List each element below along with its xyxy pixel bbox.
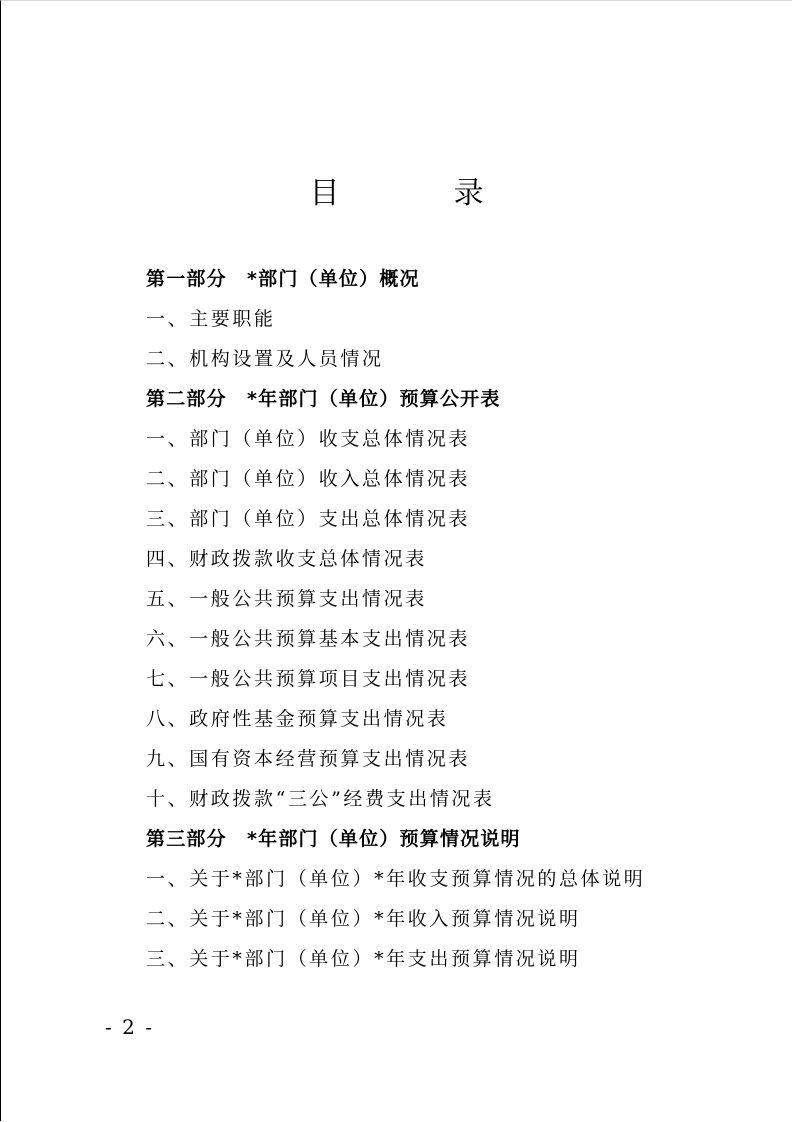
- toc-part-heading: 第一部分 *部门（单位）概况: [146, 268, 420, 290]
- toc-item: 七、一般公共预算项目支出情况表: [146, 668, 471, 690]
- toc-item: 九、国有资本经营预算支出情况表: [146, 748, 471, 770]
- toc-item: 六、一般公共预算基本支出情况表: [146, 628, 471, 650]
- document-title: 目 录: [309, 176, 526, 211]
- table-of-contents: [146, 259, 706, 979]
- toc-item: 十、财政拨款“三公”经费支出情况表: [146, 788, 495, 810]
- toc-item: 三、部门（单位）支出总体情况表: [146, 508, 471, 530]
- toc-item: 三、关于*部门（单位）*年支出预算情况说明: [146, 948, 581, 970]
- toc-item: 二、机构设置及人员情况: [146, 348, 384, 370]
- toc-part-heading: 第三部分 *年部门（单位）预算情况说明: [146, 828, 521, 850]
- toc-item: 五、一般公共预算支出情况表: [146, 588, 427, 610]
- toc-item: 二、部门（单位）收入总体情况表: [146, 468, 471, 490]
- toc-item: 二、关于*部门（单位）*年收入预算情况说明: [146, 908, 581, 930]
- page-number: - 2 -: [105, 1015, 154, 1039]
- toc-part-heading: 第二部分 *年部门（单位）预算公开表: [146, 388, 501, 410]
- toc-item: 四、财政拨款收支总体情况表: [146, 548, 427, 570]
- toc-item: 八、政府性基金预算支出情况表: [146, 708, 449, 730]
- toc-item: 一、关于*部门（单位）*年收支预算情况的总体说明: [146, 868, 646, 890]
- toc-item: 一、部门（单位）收支总体情况表: [146, 428, 471, 450]
- toc-item: 一、主要职能: [146, 308, 276, 330]
